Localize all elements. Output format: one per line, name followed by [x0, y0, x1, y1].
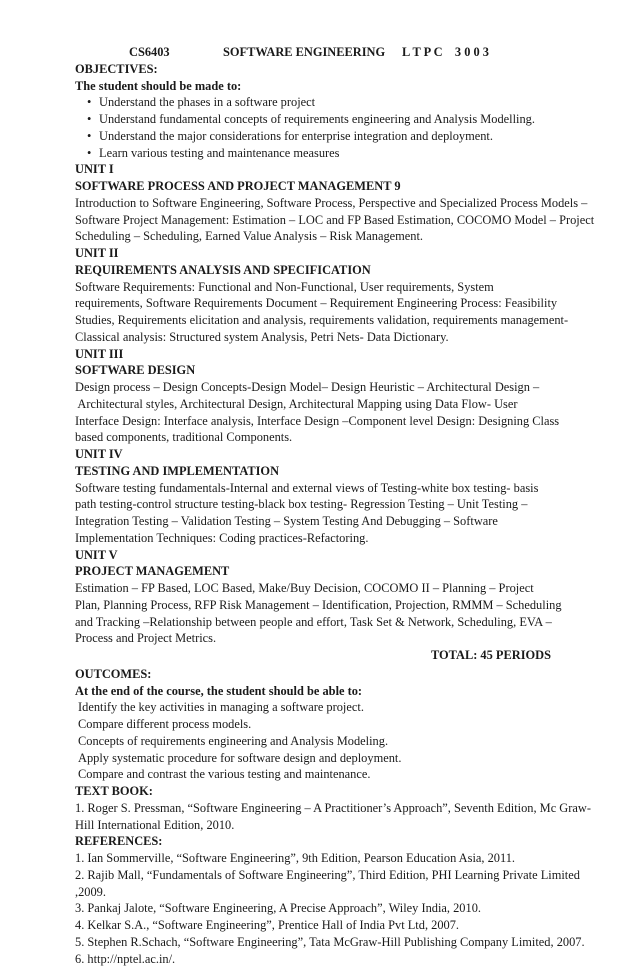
reference-line: 3. Pankaj Jalote, “Software Engineering, A Precise Approach”, Wiley India, 2010. — [75, 900, 565, 917]
outcome-item: Compare different process models. — [75, 716, 565, 733]
unit-content-line: Architectural styles, Architectural Design, Architectural Mapping using Data Flow- User — [75, 396, 565, 413]
unit-content-line: Introduction to Software Engineering, Software Process, Perspective and Specialized Process Models – — [75, 195, 565, 212]
course-code: CS6403 — [129, 44, 223, 61]
unit-content-line: based components, traditional Components. — [75, 429, 565, 446]
unit-content-line: Plan, Planning Process, RFP Risk Management – Identification, Projection, RMMM – Scheduling — [75, 597, 565, 614]
total-periods: TOTAL: 45 PERIODS — [75, 647, 565, 664]
unit-label: UNIT V — [75, 547, 565, 564]
unit-label: UNIT IV — [75, 446, 565, 463]
objectives-intro: The student should be made to: — [75, 78, 565, 95]
reference-line: 1. Ian Sommerville, “Software Engineering”, 9th Edition, Pearson Education Asia, 2011. — [75, 850, 565, 867]
outcome-item: Concepts of requirements engineering and Analysis Modeling. — [75, 733, 565, 750]
unit-content-line: Scheduling – Scheduling, Earned Value Analysis – Risk Management. — [75, 228, 565, 245]
unit-content-line: Implementation Techniques: Coding practices-Refactoring. — [75, 530, 565, 547]
reference-line: 5. Stephen R.Schach, “Software Engineering”, Tata McGraw-Hill Publishing Company Limited, 2007. — [75, 934, 565, 951]
objective-item: • Understand fundamental concepts of requirements engineering and Analysis Modelling. — [75, 111, 565, 128]
unit-content-line: Integration Testing – Validation Testing – System Testing And Debugging – Software — [75, 513, 565, 530]
objectives-heading: OBJECTIVES: — [75, 61, 565, 78]
objective-item: • Understand the major considerations for enterprise integration and deployment. — [75, 128, 565, 145]
unit-label: UNIT I — [75, 161, 565, 178]
unit-label: UNIT II — [75, 245, 565, 262]
unit-title: SOFTWARE PROCESS AND PROJECT MANAGEMENT 9 — [75, 178, 565, 195]
outcome-item: Apply systematic procedure for software design and deployment. — [75, 750, 565, 767]
unit-content-line: Software testing fundamentals-Internal and external views of Testing-white box testing- basis — [75, 480, 565, 497]
ltpc: L T P C 3 0 0 3 — [402, 44, 489, 61]
unit-title: PROJECT MANAGEMENT — [75, 563, 565, 580]
unit-label: UNIT III — [75, 346, 565, 363]
outcome-item: Compare and contrast the various testing and maintenance. — [75, 766, 565, 783]
unit-content-line: Software Requirements: Functional and Non-Functional, User requirements, System — [75, 279, 565, 296]
unit-content-line: and Tracking –Relationship between people and effort, Task Set & Network, Scheduling, EVA – — [75, 614, 565, 631]
unit-content-line: Process and Project Metrics. — [75, 630, 565, 647]
units-section — [75, 161, 565, 647]
unit-title: TESTING AND IMPLEMENTATION — [75, 463, 565, 480]
unit-content-line: path testing-control structure testing-black box testing- Regression Testing – Unit Testing – — [75, 496, 565, 513]
course-title: SOFTWARE ENGINEERING — [223, 44, 402, 61]
unit-title: SOFTWARE DESIGN — [75, 362, 565, 379]
textbook-line: Hill International Edition, 2010. — [75, 817, 565, 834]
unit-title: REQUIREMENTS ANALYSIS AND SPECIFICATION — [75, 262, 565, 279]
unit-content-line: requirements, Software Requirements Document – Requirement Engineering Process: Feasibility — [75, 295, 565, 312]
unit-content-line: Classical analysis: Structured system Analysis, Petri Nets- Data Dictionary. — [75, 329, 565, 346]
outcomes-heading: OUTCOMES: — [75, 666, 565, 683]
reference-line: ,2009. — [75, 884, 565, 901]
syllabus-document — [75, 44, 565, 967]
objective-item: • Learn various testing and maintenance measures — [75, 145, 565, 162]
objective-item: • Understand the phases in a software project — [75, 94, 565, 111]
textbook-line: 1. Roger S. Pressman, “Software Engineering – A Practitioner’s Approach”, Seventh Edition, Mc Graw- — [75, 800, 565, 817]
reference-line: 6. http://nptel.ac.in/. — [75, 951, 565, 967]
textbook-heading: TEXT BOOK: — [75, 783, 565, 800]
unit-content-line: Estimation – FP Based, LOC Based, Make/Buy Decision, COCOMO II – Planning – Project — [75, 580, 565, 597]
outcomes-intro: At the end of the course, the student should be able to: — [75, 683, 565, 700]
reference-line: 2. Rajib Mall, “Fundamentals of Software Engineering”, Third Edition, PHI Learning Private Limited — [75, 867, 565, 884]
reference-line: 4. Kelkar S.A., “Software Engineering”, Prentice Hall of India Pvt Ltd, 2007. — [75, 917, 565, 934]
textbook-list — [75, 800, 565, 834]
outcome-item: Identify the key activities in managing a software project. — [75, 699, 565, 716]
unit-content-line: Interface Design: Interface analysis, Interface Design –Component level Design: Designing Class — [75, 413, 565, 430]
unit-content-line: Design process – Design Concepts-Design Model– Design Heuristic – Architectural Design – — [75, 379, 565, 396]
course-header — [75, 44, 565, 61]
references-heading: REFERENCES: — [75, 833, 565, 850]
unit-content-line: Software Project Management: Estimation – LOC and FP Based Estimation, COCOMO Model – Project — [75, 212, 565, 229]
unit-content-line: Studies, Requirements elicitation and analysis, requirements validation, requirements management- — [75, 312, 565, 329]
outcomes-list — [75, 699, 565, 783]
objectives-list — [75, 94, 565, 161]
references-list — [75, 850, 565, 967]
